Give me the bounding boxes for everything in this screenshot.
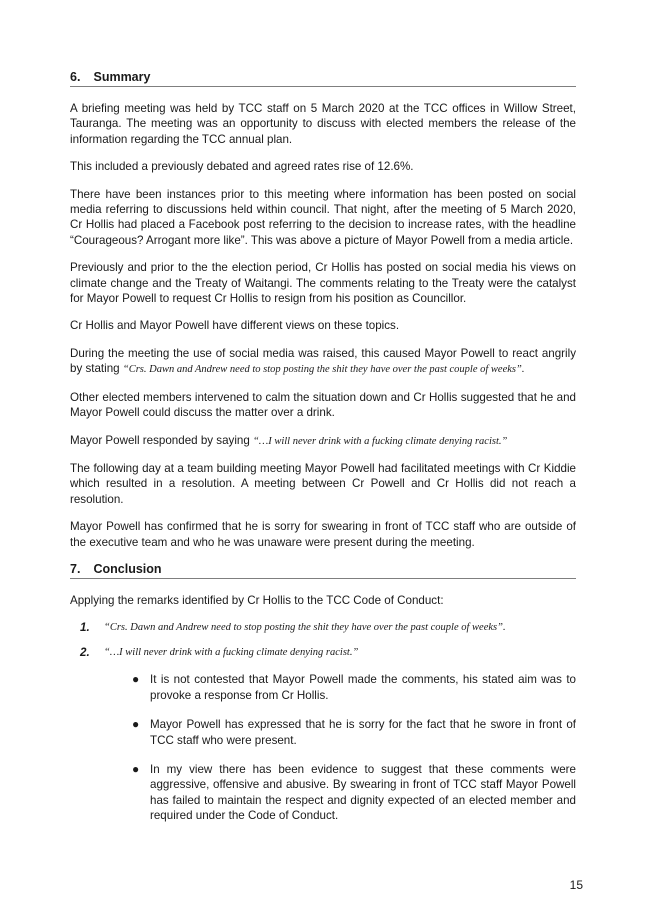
summary-paragraph-2: This included a previously debated and agreed rates rise of 12.6%.	[70, 160, 414, 174]
summary-paragraph-6	[70, 346, 576, 378]
findings-list	[132, 672, 576, 823]
page-content	[70, 70, 576, 824]
summary-paragraph-10: Mayor Powell has confirmed that he is sorry for swearing in front of TCC staff who are outside of the executive team and who he was unaware were present during the meeting.	[70, 520, 576, 549]
bullet-icon: ●	[132, 761, 140, 776]
summary-paragraph-3: There have been instances prior to this meeting where information has been posted on social media referring to discussions held within council. That night, after the meeting of 5 March 2020, Cr Hollis had placed a Facebook post referring to the decision to increase rates, with the headline “Courageous? Arrogant more like”. This was above a picture of Mayor Powell from a media article.	[70, 187, 576, 247]
quote-1: “Crs. Dawn and Andrew need to stop posting the shit they have over the past couple of weeks”.	[122, 364, 525, 376]
summary-paragraph-4: Previously and prior to the the election period, Cr Hollis has posted on social media his views on climate change and the Treaty of Waitangi. The comments relating to the Treaty were the catalyst for Mayor Powell to request Cr Hollis to resign from his position as Councillor.	[70, 261, 576, 306]
bullet-icon: ●	[132, 717, 140, 732]
summary-paragraph-8-text: Mayor Powell responded by saying	[70, 433, 254, 447]
summary-heading	[70, 70, 576, 87]
page-number: 15	[569, 878, 583, 892]
finding-text: In my view there has been evidence to suggest that these comments were aggressive, offensive and abusive. By swearing in front of TCC staff Mayor Powell has failed to maintain the respect and dignity expected of an elected member and required under the Code of Conduct.	[150, 762, 576, 823]
conclusion-heading-number: 7.	[70, 561, 81, 576]
finding-text: It is not contested that Mayor Powell made the comments, his stated aim was to provoke a response from Cr Hollis.	[150, 673, 576, 702]
finding-text: Mayor Powell has expressed that he is sorry for the fact that he swore in front of TCC staff who were present.	[150, 718, 576, 747]
finding-item	[132, 762, 576, 824]
remark-item	[70, 645, 576, 660]
remark-number: 1.	[80, 621, 90, 635]
conclusion-heading-title: Conclusion	[93, 561, 162, 576]
conclusion-intro: Applying the remarks identified by Cr Hollis to the TCC Code of Conduct:	[70, 593, 444, 607]
summary-heading-number: 6.	[70, 70, 81, 84]
remark-text: “…I will never drink with a fucking climate denying racist.”	[104, 647, 359, 659]
summary-paragraph-6-text: During the meeting the use of social media was raised, this caused Mayor Powell to react angrily by stating	[70, 346, 576, 376]
summary-paragraph-8	[70, 433, 576, 449]
bullet-icon: ●	[132, 672, 140, 687]
conclusion-heading	[70, 562, 576, 579]
remarks-list	[70, 620, 576, 660]
finding-item	[132, 672, 576, 703]
summary-paragraph-5: Cr Hollis and Mayor Powell have different views on these topics.	[70, 319, 400, 333]
remark-item	[70, 620, 576, 635]
summary-paragraph-9: The following day at a team building meeting Mayor Powell had facilitated meetings with Cr Kiddie which resulted in a resolution. A meeting between Cr Powell and Cr Hollis did not reach a resolution.	[70, 461, 576, 506]
summary-paragraph-1: A briefing meeting was held by TCC staff on 5 March 2020 at the TCC offices in Willow Street, Tauranga. The meeting was an opportunity to discuss with elected members the release of the information regarding the TCC annual plan.	[70, 102, 576, 146]
summary-paragraph-7: Other elected members intervened to calm the situation down and Cr Hollis suggested that he and Mayor Powell could discuss the matter over a drink.	[70, 390, 576, 420]
quote-2: “…I will never drink with a fucking climate denying racist.”	[253, 435, 508, 447]
remark-text: “Crs. Dawn and Andrew need to stop posting the shit they have over the past couple of weeks”.	[104, 622, 506, 634]
finding-item	[132, 717, 576, 748]
summary-heading-title: Summary	[93, 70, 151, 84]
remark-number: 2.	[80, 646, 90, 660]
